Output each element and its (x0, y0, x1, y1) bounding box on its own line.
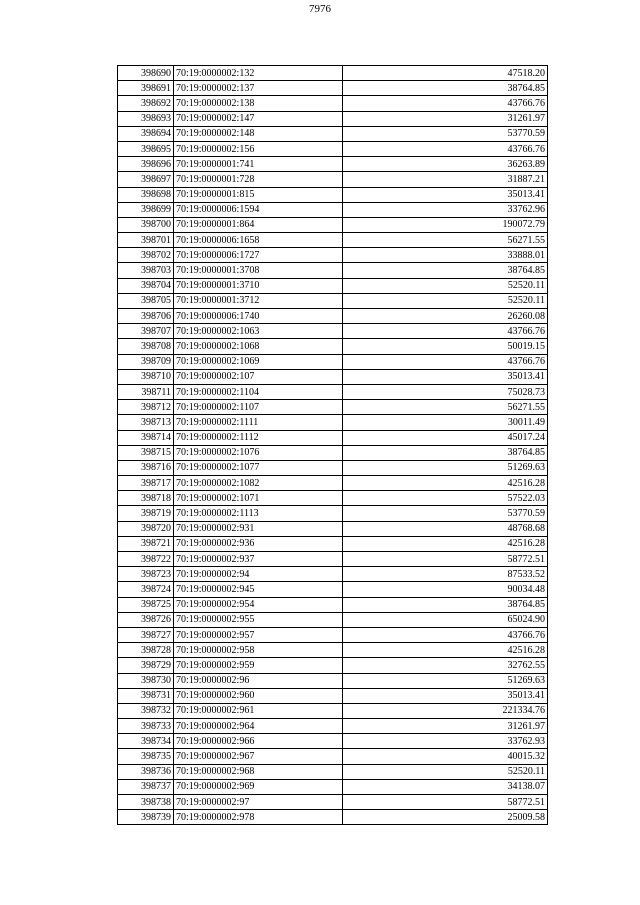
value-cell: 58772.51 (343, 552, 548, 567)
value-cell: 31887.21 (343, 172, 548, 187)
value-cell: 43766.76 (343, 141, 548, 156)
cadastral-number-cell: 70:19:0000002:966 (174, 734, 343, 749)
cadastral-number-cell: 70:19:0000002:959 (174, 658, 343, 673)
value-cell: 35013.41 (343, 369, 548, 384)
table-row (118, 460, 548, 475)
value-cell: 56271.55 (343, 400, 548, 415)
value-cell: 26260.08 (343, 309, 548, 324)
cadastral-number-cell: 70:19:0000001:3708 (174, 263, 343, 278)
row-number-cell: 398706 (118, 309, 174, 324)
row-number-cell: 398720 (118, 521, 174, 536)
cadastral-number-cell: 70:19:0000002:958 (174, 643, 343, 658)
table-row (118, 795, 548, 810)
cadastral-number-cell: 70:19:0000002:1069 (174, 354, 343, 369)
row-number-cell: 398695 (118, 141, 174, 156)
table-row (118, 688, 548, 703)
value-cell: 36263.89 (343, 157, 548, 172)
value-cell: 190072.79 (343, 217, 548, 232)
value-cell: 43766.76 (343, 627, 548, 642)
value-cell: 33888.01 (343, 248, 548, 263)
row-number-cell: 398712 (118, 400, 174, 415)
value-cell: 35013.41 (343, 688, 548, 703)
table-row (118, 521, 548, 536)
cadastral-number-cell: 70:19:0000002:968 (174, 764, 343, 779)
cadastral-number-cell: 70:19:0000006:1594 (174, 202, 343, 217)
cadastral-number-cell: 70:19:0000002:1068 (174, 339, 343, 354)
value-cell: 51269.63 (343, 460, 548, 475)
registry-table-body (118, 66, 548, 825)
value-cell: 50019.15 (343, 339, 548, 354)
row-number-cell: 398717 (118, 476, 174, 491)
table-row (118, 491, 548, 506)
cadastral-number-cell: 70:19:0000006:1727 (174, 248, 343, 263)
table-row (118, 673, 548, 688)
table-row (118, 719, 548, 734)
row-number-cell: 398698 (118, 187, 174, 202)
row-number-cell: 398699 (118, 202, 174, 217)
row-number-cell: 398730 (118, 673, 174, 688)
table-row (118, 536, 548, 551)
row-number-cell: 398713 (118, 415, 174, 430)
row-number-cell: 398716 (118, 460, 174, 475)
table-row (118, 202, 548, 217)
row-number-cell: 398702 (118, 248, 174, 263)
value-cell: 87533.52 (343, 567, 548, 582)
page-number: 7976 (309, 3, 331, 15)
value-cell: 65024.90 (343, 612, 548, 627)
cadastral-number-cell: 70:19:0000002:1113 (174, 506, 343, 521)
row-number-cell: 398690 (118, 66, 174, 81)
row-number-cell: 398694 (118, 126, 174, 141)
value-cell: 52520.11 (343, 764, 548, 779)
cadastral-number-cell: 70:19:0000002:1111 (174, 415, 343, 430)
value-cell: 33762.93 (343, 734, 548, 749)
row-number-cell: 398733 (118, 719, 174, 734)
table-row (118, 81, 548, 96)
cadastral-number-cell: 70:19:0000002:957 (174, 627, 343, 642)
table-row (118, 157, 548, 172)
table-row (118, 582, 548, 597)
table-row (118, 111, 548, 126)
row-number-cell: 398728 (118, 643, 174, 658)
row-number-cell: 398734 (118, 734, 174, 749)
cadastral-number-cell: 70:19:0000002:96 (174, 673, 343, 688)
table-row (118, 476, 548, 491)
table-row (118, 658, 548, 673)
value-cell: 42516.28 (343, 476, 548, 491)
cadastral-number-cell: 70:19:0000002:1082 (174, 476, 343, 491)
row-number-cell: 398732 (118, 703, 174, 718)
table-row (118, 612, 548, 627)
table-row (118, 187, 548, 202)
cadastral-number-cell: 70:19:0000002:94 (174, 567, 343, 582)
table-row (118, 293, 548, 308)
row-number-cell: 398715 (118, 445, 174, 460)
cadastral-number-cell: 70:19:0000002:1077 (174, 460, 343, 475)
table-row (118, 172, 548, 187)
row-number-cell: 398709 (118, 354, 174, 369)
value-cell: 31261.97 (343, 111, 548, 126)
cadastral-number-cell: 70:19:0000001:728 (174, 172, 343, 187)
value-cell: 38764.85 (343, 445, 548, 460)
cadastral-number-cell: 70:19:0000002:931 (174, 521, 343, 536)
row-number-cell: 398704 (118, 278, 174, 293)
value-cell: 56271.55 (343, 233, 548, 248)
table-row (118, 217, 548, 232)
table-row (118, 810, 548, 825)
row-number-cell: 398693 (118, 111, 174, 126)
value-cell: 57522.03 (343, 491, 548, 506)
cadastral-number-cell: 70:19:0000002:138 (174, 96, 343, 111)
table-row (118, 597, 548, 612)
cadastral-number-cell: 70:19:0000002:955 (174, 612, 343, 627)
registry-table (117, 65, 548, 825)
row-number-cell: 398727 (118, 627, 174, 642)
table-row (118, 734, 548, 749)
value-cell: 31261.97 (343, 719, 548, 734)
value-cell: 43766.76 (343, 324, 548, 339)
cadastral-number-cell: 70:19:0000006:1658 (174, 233, 343, 248)
table-row (118, 369, 548, 384)
row-number-cell: 398724 (118, 582, 174, 597)
cadastral-number-cell: 70:19:0000002:954 (174, 597, 343, 612)
table-row (118, 66, 548, 81)
cadastral-number-cell: 70:19:0000002:964 (174, 719, 343, 734)
value-cell: 25009.58 (343, 810, 548, 825)
table-row (118, 126, 548, 141)
table-row (118, 309, 548, 324)
cadastral-number-cell: 70:19:0000001:3712 (174, 293, 343, 308)
cadastral-number-cell: 70:19:0000002:937 (174, 552, 343, 567)
table-row (118, 141, 548, 156)
value-cell: 221334.76 (343, 703, 548, 718)
table-row (118, 278, 548, 293)
row-number-cell: 398737 (118, 779, 174, 794)
row-number-cell: 398701 (118, 233, 174, 248)
cadastral-number-cell: 70:19:0000002:107 (174, 369, 343, 384)
cadastral-number-cell: 70:19:0000002:936 (174, 536, 343, 551)
table-row (118, 627, 548, 642)
row-number-cell: 398705 (118, 293, 174, 308)
table-row (118, 248, 548, 263)
table-row (118, 233, 548, 248)
cadastral-number-cell: 70:19:0000002:960 (174, 688, 343, 703)
table-row (118, 445, 548, 460)
row-number-cell: 398703 (118, 263, 174, 278)
row-number-cell: 398691 (118, 81, 174, 96)
value-cell: 35013.41 (343, 187, 548, 202)
table-row (118, 552, 548, 567)
value-cell: 52520.11 (343, 293, 548, 308)
row-number-cell: 398696 (118, 157, 174, 172)
value-cell: 33762.96 (343, 202, 548, 217)
table-row (118, 354, 548, 369)
table-row (118, 703, 548, 718)
cadastral-number-cell: 70:19:0000002:961 (174, 703, 343, 718)
cadastral-number-cell: 70:19:0000002:97 (174, 795, 343, 810)
row-number-cell: 398700 (118, 217, 174, 232)
value-cell: 32762.55 (343, 658, 548, 673)
cadastral-number-cell: 70:19:0000002:1112 (174, 430, 343, 445)
row-number-cell: 398736 (118, 764, 174, 779)
table-row (118, 430, 548, 445)
table-row (118, 384, 548, 399)
value-cell: 47518.20 (343, 66, 548, 81)
value-cell: 53770.59 (343, 126, 548, 141)
cadastral-number-cell: 70:19:0000002:945 (174, 582, 343, 597)
cadastral-number-cell: 70:19:0000002:967 (174, 749, 343, 764)
value-cell: 53770.59 (343, 506, 548, 521)
table-row (118, 764, 548, 779)
table-row (118, 400, 548, 415)
row-number-cell: 398725 (118, 597, 174, 612)
cadastral-number-cell: 70:19:0000001:741 (174, 157, 343, 172)
value-cell: 52520.11 (343, 278, 548, 293)
row-number-cell: 398710 (118, 369, 174, 384)
value-cell: 43766.76 (343, 354, 548, 369)
row-number-cell: 398726 (118, 612, 174, 627)
value-cell: 42516.28 (343, 536, 548, 551)
cadastral-number-cell: 70:19:0000006:1740 (174, 309, 343, 324)
cadastral-number-cell: 70:19:0000002:156 (174, 141, 343, 156)
row-number-cell: 398719 (118, 506, 174, 521)
row-number-cell: 398731 (118, 688, 174, 703)
cadastral-number-cell: 70:19:0000002:132 (174, 66, 343, 81)
cadastral-number-cell: 70:19:0000001:815 (174, 187, 343, 202)
value-cell: 48768.68 (343, 521, 548, 536)
row-number-cell: 398692 (118, 96, 174, 111)
value-cell: 40015.32 (343, 749, 548, 764)
table-row (118, 415, 548, 430)
table-row (118, 643, 548, 658)
value-cell: 34138.07 (343, 779, 548, 794)
cadastral-number-cell: 70:19:0000002:1076 (174, 445, 343, 460)
value-cell: 51269.63 (343, 673, 548, 688)
cadastral-number-cell: 70:19:0000001:3710 (174, 278, 343, 293)
cadastral-number-cell: 70:19:0000002:147 (174, 111, 343, 126)
cadastral-number-cell: 70:19:0000002:1071 (174, 491, 343, 506)
value-cell: 42516.28 (343, 643, 548, 658)
value-cell: 43766.76 (343, 96, 548, 111)
value-cell: 45017.24 (343, 430, 548, 445)
row-number-cell: 398738 (118, 795, 174, 810)
row-number-cell: 398718 (118, 491, 174, 506)
table-row (118, 506, 548, 521)
cadastral-number-cell: 70:19:0000002:1107 (174, 400, 343, 415)
row-number-cell: 398711 (118, 384, 174, 399)
cadastral-number-cell: 70:19:0000002:137 (174, 81, 343, 96)
cadastral-number-cell: 70:19:0000002:969 (174, 779, 343, 794)
value-cell: 90034.48 (343, 582, 548, 597)
table-row (118, 749, 548, 764)
row-number-cell: 398707 (118, 324, 174, 339)
table-row (118, 96, 548, 111)
value-cell: 38764.85 (343, 263, 548, 278)
value-cell: 38764.85 (343, 597, 548, 612)
row-number-cell: 398708 (118, 339, 174, 354)
row-number-cell: 398722 (118, 552, 174, 567)
row-number-cell: 398739 (118, 810, 174, 825)
cadastral-number-cell: 70:19:0000002:148 (174, 126, 343, 141)
value-cell: 75028.73 (343, 384, 548, 399)
table-row (118, 324, 548, 339)
value-cell: 58772.51 (343, 795, 548, 810)
row-number-cell: 398721 (118, 536, 174, 551)
cadastral-number-cell: 70:19:0000001:864 (174, 217, 343, 232)
table-row (118, 779, 548, 794)
row-number-cell: 398729 (118, 658, 174, 673)
row-number-cell: 398714 (118, 430, 174, 445)
cadastral-number-cell: 70:19:0000002:1104 (174, 384, 343, 399)
table-row (118, 339, 548, 354)
value-cell: 38764.85 (343, 81, 548, 96)
row-number-cell: 398697 (118, 172, 174, 187)
table-row (118, 567, 548, 582)
cadastral-number-cell: 70:19:0000002:978 (174, 810, 343, 825)
value-cell: 30011.49 (343, 415, 548, 430)
cadastral-number-cell: 70:19:0000002:1063 (174, 324, 343, 339)
row-number-cell: 398723 (118, 567, 174, 582)
table-row (118, 263, 548, 278)
row-number-cell: 398735 (118, 749, 174, 764)
